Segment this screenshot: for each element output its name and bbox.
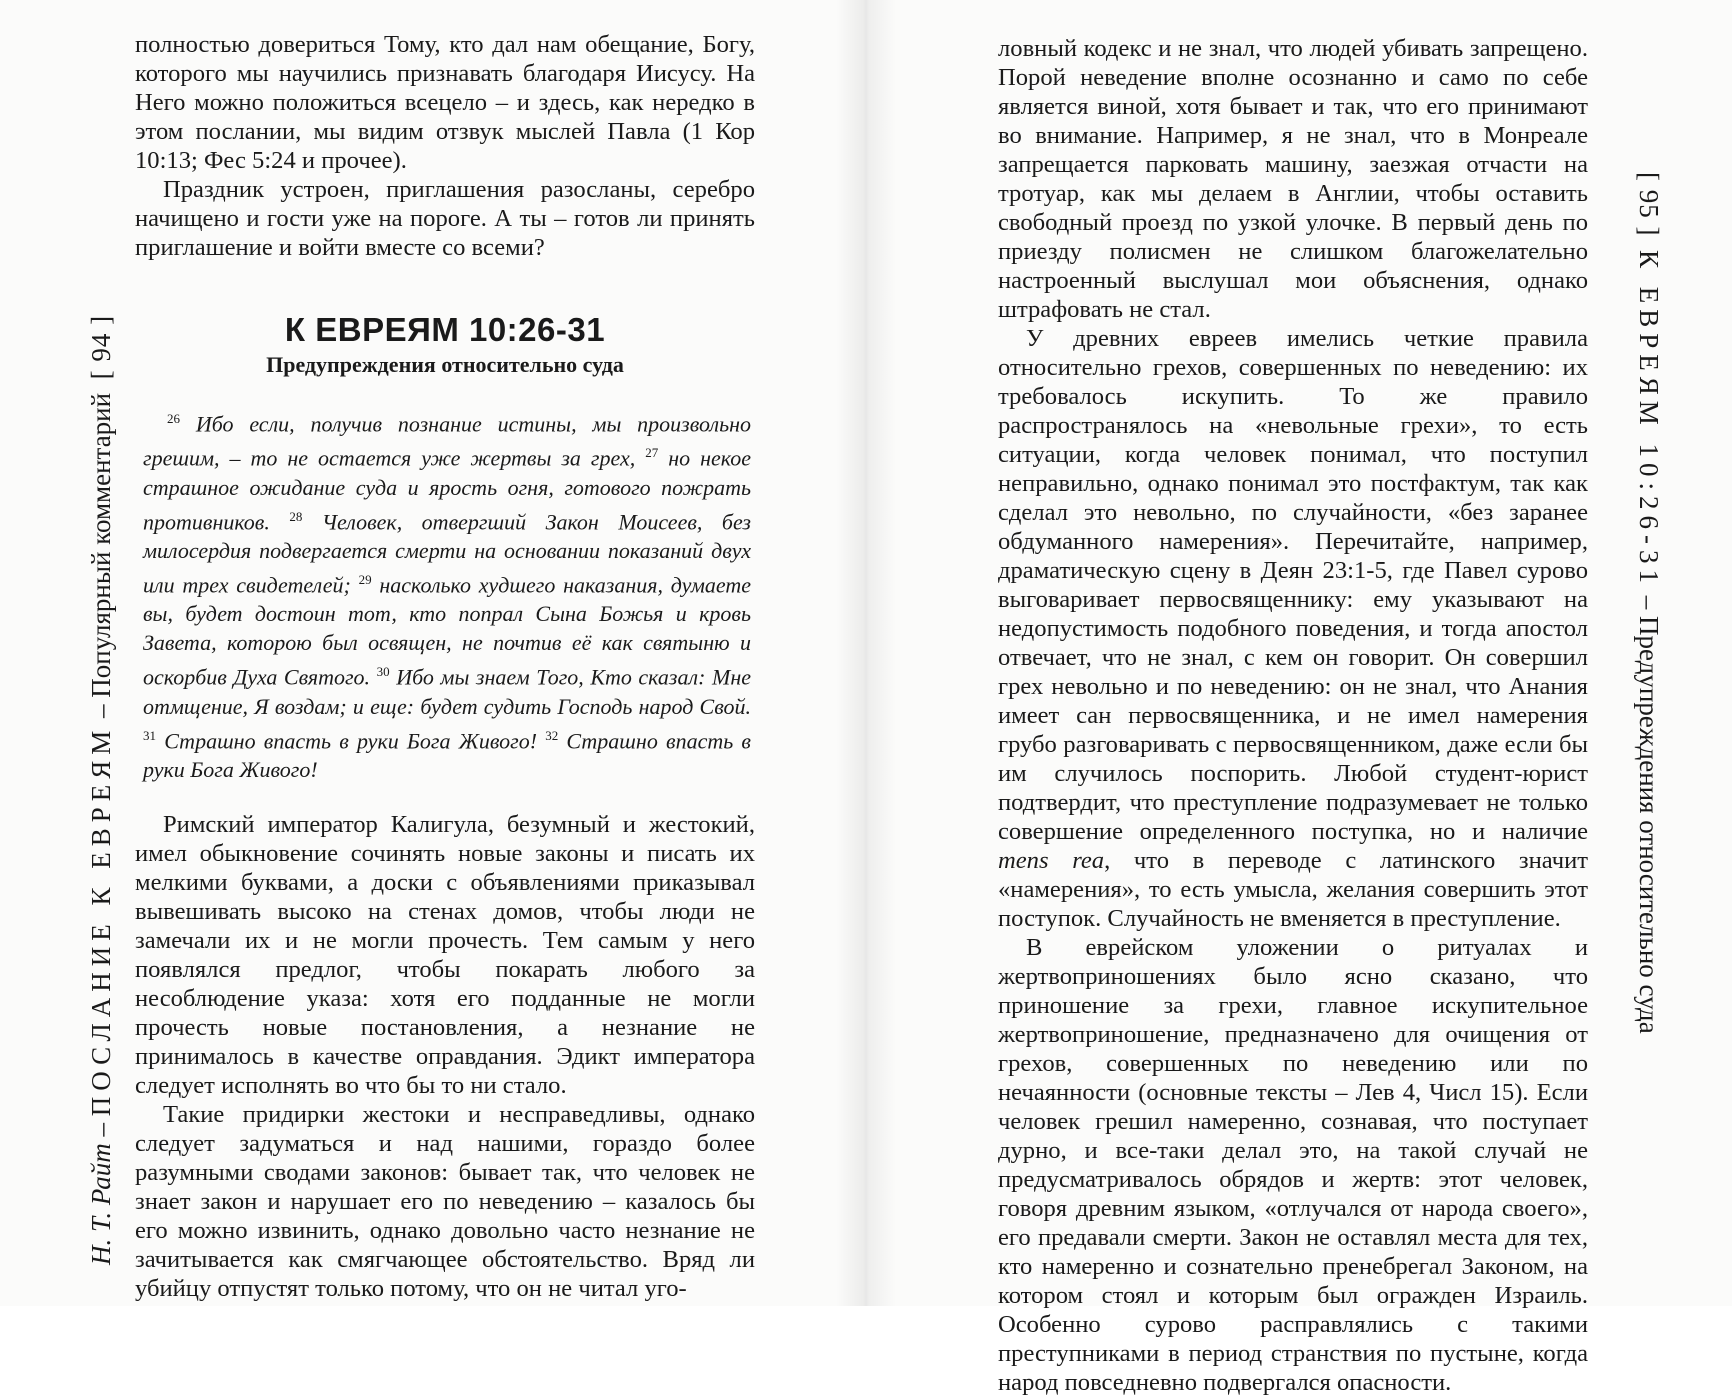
running-head-dash: – — [1634, 589, 1664, 617]
verse-text: Страшно впасть в руки Бога Живого! — [156, 727, 546, 753]
verse-text: Ибо мы знаем Того, Кто сказал: Мне отмщение, Я воздам; и еще: будет судить Господь народ Свой. — [143, 664, 751, 719]
verse-number: 29 — [358, 571, 372, 587]
section-title: К ЕВРЕЯМ 10:26-31 — [284, 311, 606, 348]
right-page — [866, 0, 1732, 1396]
scripture-passage — [143, 404, 751, 784]
running-head-dash: – — [86, 1116, 116, 1144]
right-running-head — [1633, 172, 1664, 1034]
verse-text: но некое страшное ожидание суда и ярость огня, готового пожрать противников. — [143, 445, 751, 534]
verse-text: насколько худшего наказания, думаете вы, будет достоин тот, кто попрал Сына Божья и кровь Завета, которою был освящен, не почтив её как святыню и оскорбив Духа Святого. — [143, 572, 752, 690]
paragraph-text: , что в переводе с латинского значит «намерения», то есть умысла, желания совершить этот поступок. Случайность не вменяется в преступление. — [998, 847, 1588, 932]
paragraph: Римский император Калигула, безумный и жестокий, имел обыкновение сочинять новые законы и писать их мелкими буквами, а доски с объявлениями приказывал вывешивать высоко на стенах домов, чтобы люди не замечали их и не могли прочесть. Тем самым у него появлялся предлог, чтобы покарать любого за несоблюдение указа: хотя его подданные не могли прочесть новые постановления, а незнание не принималось в качестве оправдания. Эдикт императора следует исполнять во что бы то ни стало. — [135, 810, 755, 1099]
verse-number: 31 — [143, 727, 156, 743]
book-title: ПОСЛАНИЕ К ЕВРЕЯМ — [86, 724, 116, 1117]
book-gutter — [836, 0, 896, 1306]
paragraph: ловный кодекс и не знал, что людей убивать запрещено. Порой неведение вполне осознанно и само по себе является виной, хотя бывает и так, что его принимают во внимание. Например, я не знал, что в Монреале запрещается парковать машину, заезжая отчасти на тротуар, как мы делаем в Англии, чтобы оставить свободный проезд по узкой улочке. В первый день по приезду полисмен не слишком благожелательно настроенный выслушал мои объяснения, однако штрафовать не стал. — [998, 35, 1588, 323]
verse-number: 30 — [376, 664, 390, 680]
paragraph: полностью довериться Тому, кто дал нам обещание, Богу, которого мы научились признавать благодаря Иисусу. На Него можно положиться всецело – и здесь, как нередко в этом послании, мы видим отзвук мыслей Павла (1 Кор 10:13; Фес 5:24 и прочее). — [135, 31, 755, 174]
left-text-column — [135, 30, 755, 1303]
page-number: [ 95 ] — [1634, 172, 1664, 237]
right-text-column — [998, 34, 1588, 1397]
paragraph: Такие придирки жестоки и несправедливы, однако следует задуматься и над нашими, гораздо более разумными сводами законов: бывает так, что человек не знает закон и нарушает его по неведению – казалось бы его можно извинить, однако довольно часто незнание не зачитывается как смягчающее обстоятельство. Вряд ли убийцу отпустят только потому, что он не читал уго- — [135, 1100, 755, 1302]
verse-text: Человек, отвергший Закон Моисеев, без милосердия подвергается смерти на основании показаний двух или трех свидетелей; — [143, 508, 752, 598]
chapter-title: К ЕВРЕЯМ 10:26-31 — [1634, 249, 1664, 590]
section-subtitle: Предупреждения относительно суда — [266, 352, 624, 377]
paragraph: Праздник устроен, приглашения разосланы, серебро начищено и гости уже на пороге. А ты – готов ли принять приглашение и войти вместе со всеми? — [135, 176, 755, 261]
running-head-dash: – — [86, 697, 116, 725]
left-page — [0, 0, 866, 1306]
latin-term: mens rea — [998, 847, 1105, 874]
page-number: [ 94 ] — [86, 314, 116, 380]
left-running-head — [86, 315, 117, 1265]
chapter-subtitle: Предупреждения относительно суда — [1634, 616, 1664, 1034]
verse-text: Ибо если, получив познание истины, мы произвольно грешим, – то не остается уже жертвы за грех, — [143, 411, 751, 471]
paragraph — [998, 324, 1588, 933]
verse-number: 26 — [167, 411, 180, 426]
verse-number: 28 — [289, 508, 303, 524]
verse-text: Страшно впасть в руки Бога Живого! — [143, 727, 751, 782]
paragraph: В еврейском уложении о ритуалах и жертвоприношениях было ясно сказано, что приношение за грехи, главное искупительное жертвоприношение, предназначено для очищения от грехов, совершенных по неведению или по нечаянности (основные тексты – Лев 4, Числ 15). Если человек грешил намеренно, сознавая, что поступает дурно, и все-таки делал это, на такой случай не предусматривалось обрядов и жертв: этот человек, говоря древним языком, «отлучался от народа своего», его предавали смерти. Закон не оставлял места для тех, кто намеренно и сознательно пренебрегал Законом, на котором стоял и которым был огражден Израиль. Особенно сурово расправлялись с такими преступниками в период странствия по пустыне, когда народ повседневно подвергался опасности. — [998, 934, 1588, 1396]
verse-number: 27 — [645, 445, 659, 461]
author-name: Н. Т. Райт — [86, 1143, 116, 1265]
series-title: Популярный комментарий — [86, 392, 116, 698]
paragraph-text: У древних евреев имелись четкие правила относительно грехов, совершенных по неведению: их требовалось искупить. То же правило распространялось на «невольные грехи», то есть ситуации, когда человек понимал, что поступил неправильно, однако понимал это постфактум, так как сделал это невольно, по случайности, «без заранее обдуманного намерения». Перечитайте, например, драматическую сцену в Деян 23:1-5, где Павел сурово выговаривает первосвященнику: ему указывают на недопустимость подобного поведения, и тогда апостол отвечает, что не знал, с кем он говорит. Он совершил грех невольно и по неведению: он не знал, что Анания имеет сан первосвященника, и не имел намерения грубо разговаривать с первосвященником, даже если бы им случилось поспорить. Любой студент-юрист подтвердит, что преступление подразумевает не только совершение определенного поступка, но и наличие — [998, 325, 1588, 845]
verse-number: 32 — [545, 727, 559, 743]
